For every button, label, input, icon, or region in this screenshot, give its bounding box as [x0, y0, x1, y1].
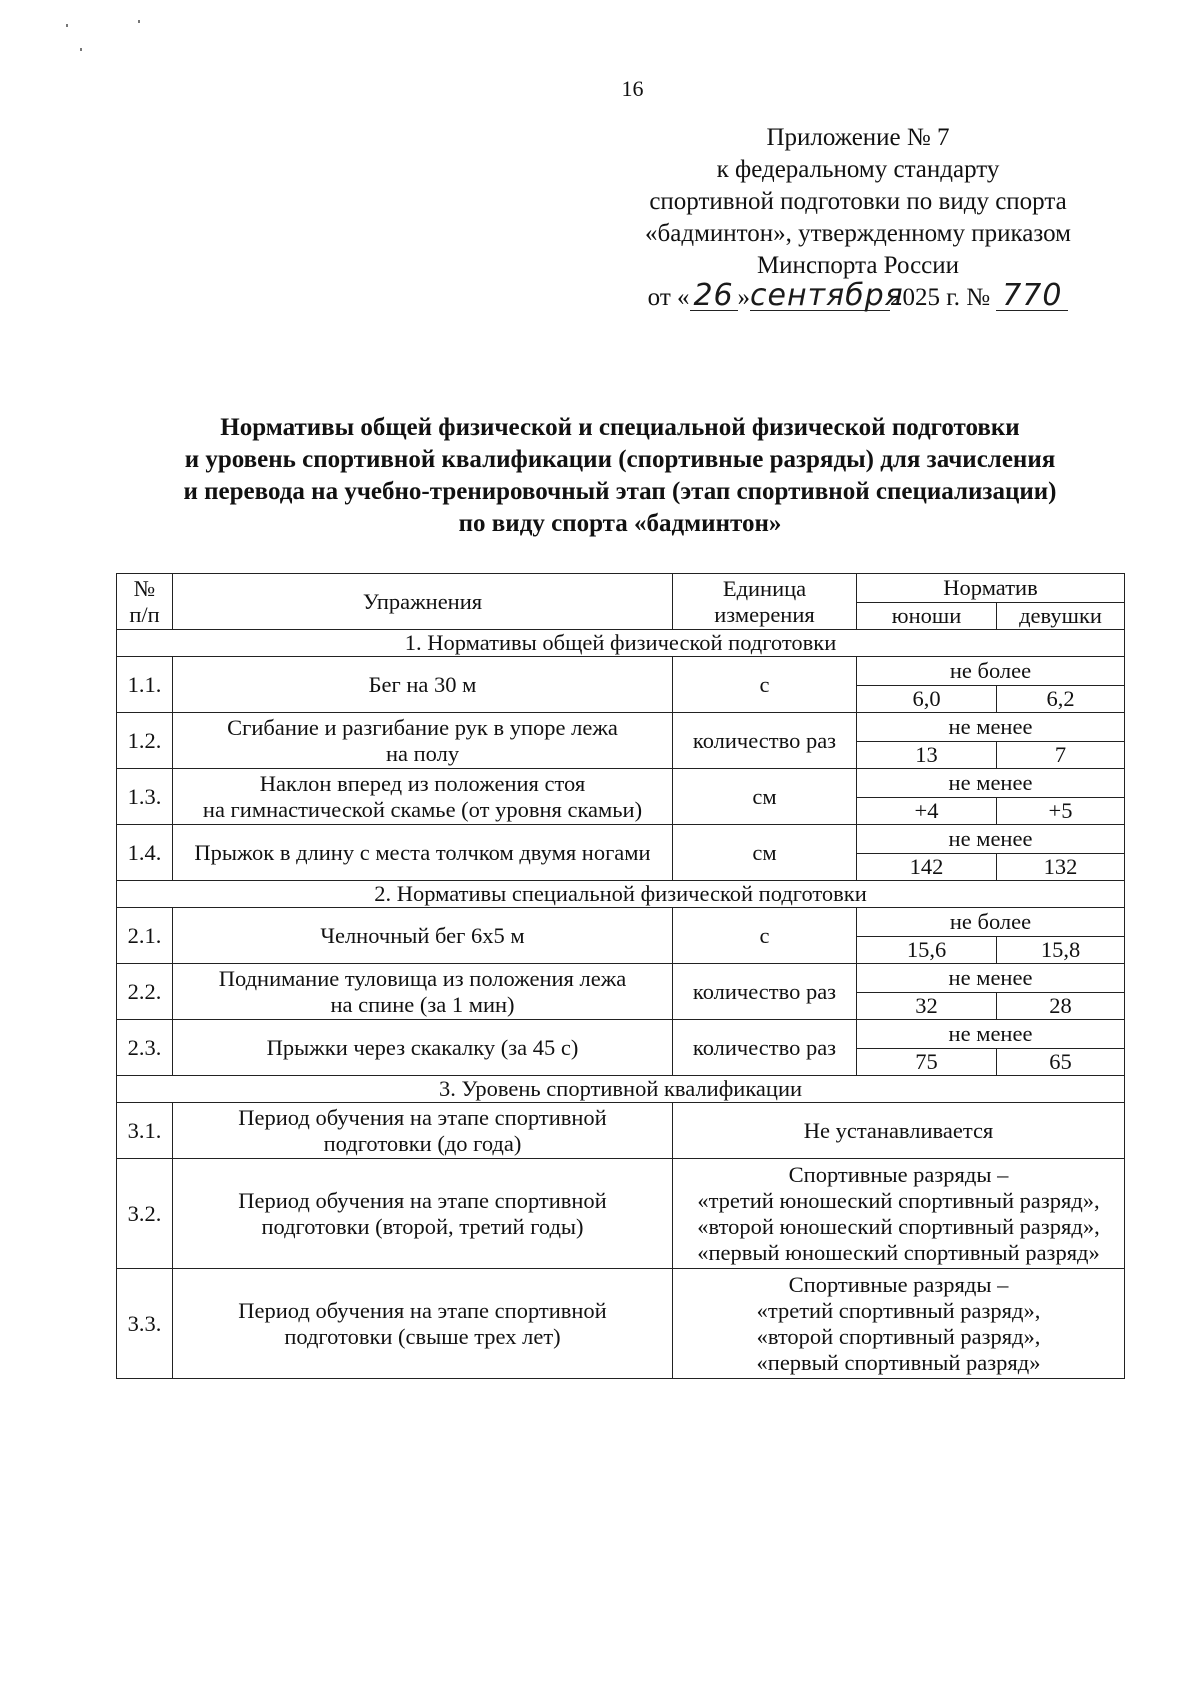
table-header-row: [117, 574, 1125, 603]
row-unit: количество раз: [673, 964, 857, 1020]
row-boys: +4: [857, 798, 997, 825]
appendix-line: к федеральному стандарту: [716, 156, 1000, 183]
row-unit: см: [673, 825, 857, 881]
row-unit: количество раз: [673, 1020, 857, 1076]
table-row: [117, 1020, 1125, 1049]
table-row: [117, 908, 1125, 937]
date-prefix: от «: [647, 284, 690, 311]
row-condition: не менее: [857, 769, 1125, 798]
row-unit: см: [673, 769, 857, 825]
row-exercise: Сгибание и разгибание рук в упоре лежа на полу: [173, 713, 673, 769]
appendix-line: «бадминтон», утвержденному приказом: [645, 220, 1071, 247]
row-exercise: Поднимание туловища из положения лежа на спине (за 1 мин): [173, 964, 673, 1020]
date-month-handwritten: сентября: [750, 278, 904, 313]
appendix-line: Приложение № 7: [766, 124, 950, 151]
table-row: [117, 713, 1125, 742]
table-row: [117, 1269, 1125, 1379]
row-num: 3.1.: [117, 1103, 173, 1159]
appendix-line: Минспорта России: [756, 252, 960, 279]
row-condition: не менее: [857, 713, 1125, 742]
row-boys: 75: [857, 1049, 997, 1076]
table-row: [117, 1159, 1125, 1269]
row-num: 1.1.: [117, 657, 173, 713]
row-girls: 132: [997, 854, 1125, 881]
row-exercise: Период обучения на этапе спортивной подготовки (второй, третий годы): [173, 1159, 673, 1269]
row-condition: не более: [857, 657, 1125, 686]
row-exercise: Бег на 30 м: [173, 657, 673, 713]
row-exercise: Наклон вперед из положения стоя на гимнастической скамье (от уровня скамьи): [173, 769, 673, 825]
row-unit: с: [673, 657, 857, 713]
row-girls: +5: [997, 798, 1125, 825]
section-row: [117, 630, 1125, 657]
row-girls: 65: [997, 1049, 1125, 1076]
table-row: [117, 825, 1125, 854]
row-unit: с: [673, 908, 857, 964]
scan-speck: [138, 20, 140, 23]
row-qualification: Спортивные разряды – «третий спортивный разряд», «второй спортивный разряд», «первый спортивный разряд»: [673, 1269, 1125, 1379]
row-girls: 15,8: [997, 937, 1125, 964]
scan-speck: [80, 48, 82, 51]
row-num: 1.2.: [117, 713, 173, 769]
section-row: [117, 1076, 1125, 1103]
row-qualification: Спортивные разряды – «третий юношеский спортивный разряд», «второй юношеский спортивный разряд», «первый юношеский спортивный разряд»: [673, 1159, 1125, 1269]
row-boys: 142: [857, 854, 997, 881]
title-line: и уровень спортивной квалификации (спортивные разряды) для зачисления: [184, 446, 1056, 473]
page-number: 16: [621, 76, 644, 101]
row-girls: 28: [997, 993, 1125, 1020]
row-boys: 13: [857, 742, 997, 769]
norms-table: [116, 573, 1125, 1379]
header-boys: юноши: [857, 603, 997, 630]
header-norm: Норматив: [857, 574, 1125, 603]
header-girls: девушки: [997, 603, 1125, 630]
header-num: № п/п: [117, 574, 173, 630]
header-exercise: Упражнения: [173, 574, 673, 630]
row-num: 1.3.: [117, 769, 173, 825]
table-row: [117, 769, 1125, 798]
date-year: 2025 г. №: [890, 284, 991, 311]
date-quote: »: [737, 284, 751, 311]
title-line: и перевода на учебно-тренировочный этап (этап спортивной специализации): [183, 478, 1057, 505]
appendix-header: [578, 122, 1138, 318]
row-girls: 7: [997, 742, 1125, 769]
row-boys: 6,0: [857, 686, 997, 713]
row-exercise: Период обучения на этапе спортивной подготовки (свыше трех лет): [173, 1269, 673, 1379]
header-unit: Единица измерения: [673, 574, 857, 630]
order-date-line: [578, 278, 1138, 318]
row-num: 2.3.: [117, 1020, 173, 1076]
table-row: [117, 657, 1125, 686]
row-condition: не менее: [857, 825, 1125, 854]
row-condition: не более: [857, 908, 1125, 937]
row-num: 2.2.: [117, 964, 173, 1020]
row-condition: не менее: [857, 964, 1125, 993]
date-day-handwritten: 26: [690, 282, 738, 311]
row-num: 2.1.: [117, 908, 173, 964]
row-num: 3.2.: [117, 1159, 173, 1269]
order-number-handwritten: 770: [996, 282, 1068, 311]
section-title: 1. Нормативы общей физической подготовки: [117, 630, 1125, 657]
table-row: [117, 964, 1125, 993]
section-row: [117, 881, 1125, 908]
appendix-line: спортивной подготовки по виду спорта: [649, 188, 1067, 215]
row-boys: 15,6: [857, 937, 997, 964]
table-row: [117, 1103, 1125, 1159]
row-girls: 6,2: [997, 686, 1125, 713]
document-title: [120, 412, 1120, 540]
row-exercise: Челночный бег 6х5 м: [173, 908, 673, 964]
row-condition: не менее: [857, 1020, 1125, 1049]
row-num: 3.3.: [117, 1269, 173, 1379]
row-qualification: Не устанавливается: [673, 1103, 1125, 1159]
row-exercise: Прыжки через скакалку (за 45 с): [173, 1020, 673, 1076]
row-exercise: Период обучения на этапе спортивной подготовки (до года): [173, 1103, 673, 1159]
section-title: 2. Нормативы специальной физической подготовки: [117, 881, 1125, 908]
title-line: по виду спорта «бадминтон»: [458, 510, 782, 537]
row-num: 1.4.: [117, 825, 173, 881]
row-exercise: Прыжок в длину с места толчком двумя ногами: [173, 825, 673, 881]
scan-speck: [66, 24, 68, 27]
title-line: Нормативы общей физической и специальной физической подготовки: [220, 414, 1020, 441]
row-boys: 32: [857, 993, 997, 1020]
section-title: 3. Уровень спортивной квалификации: [117, 1076, 1125, 1103]
row-unit: количество раз: [673, 713, 857, 769]
